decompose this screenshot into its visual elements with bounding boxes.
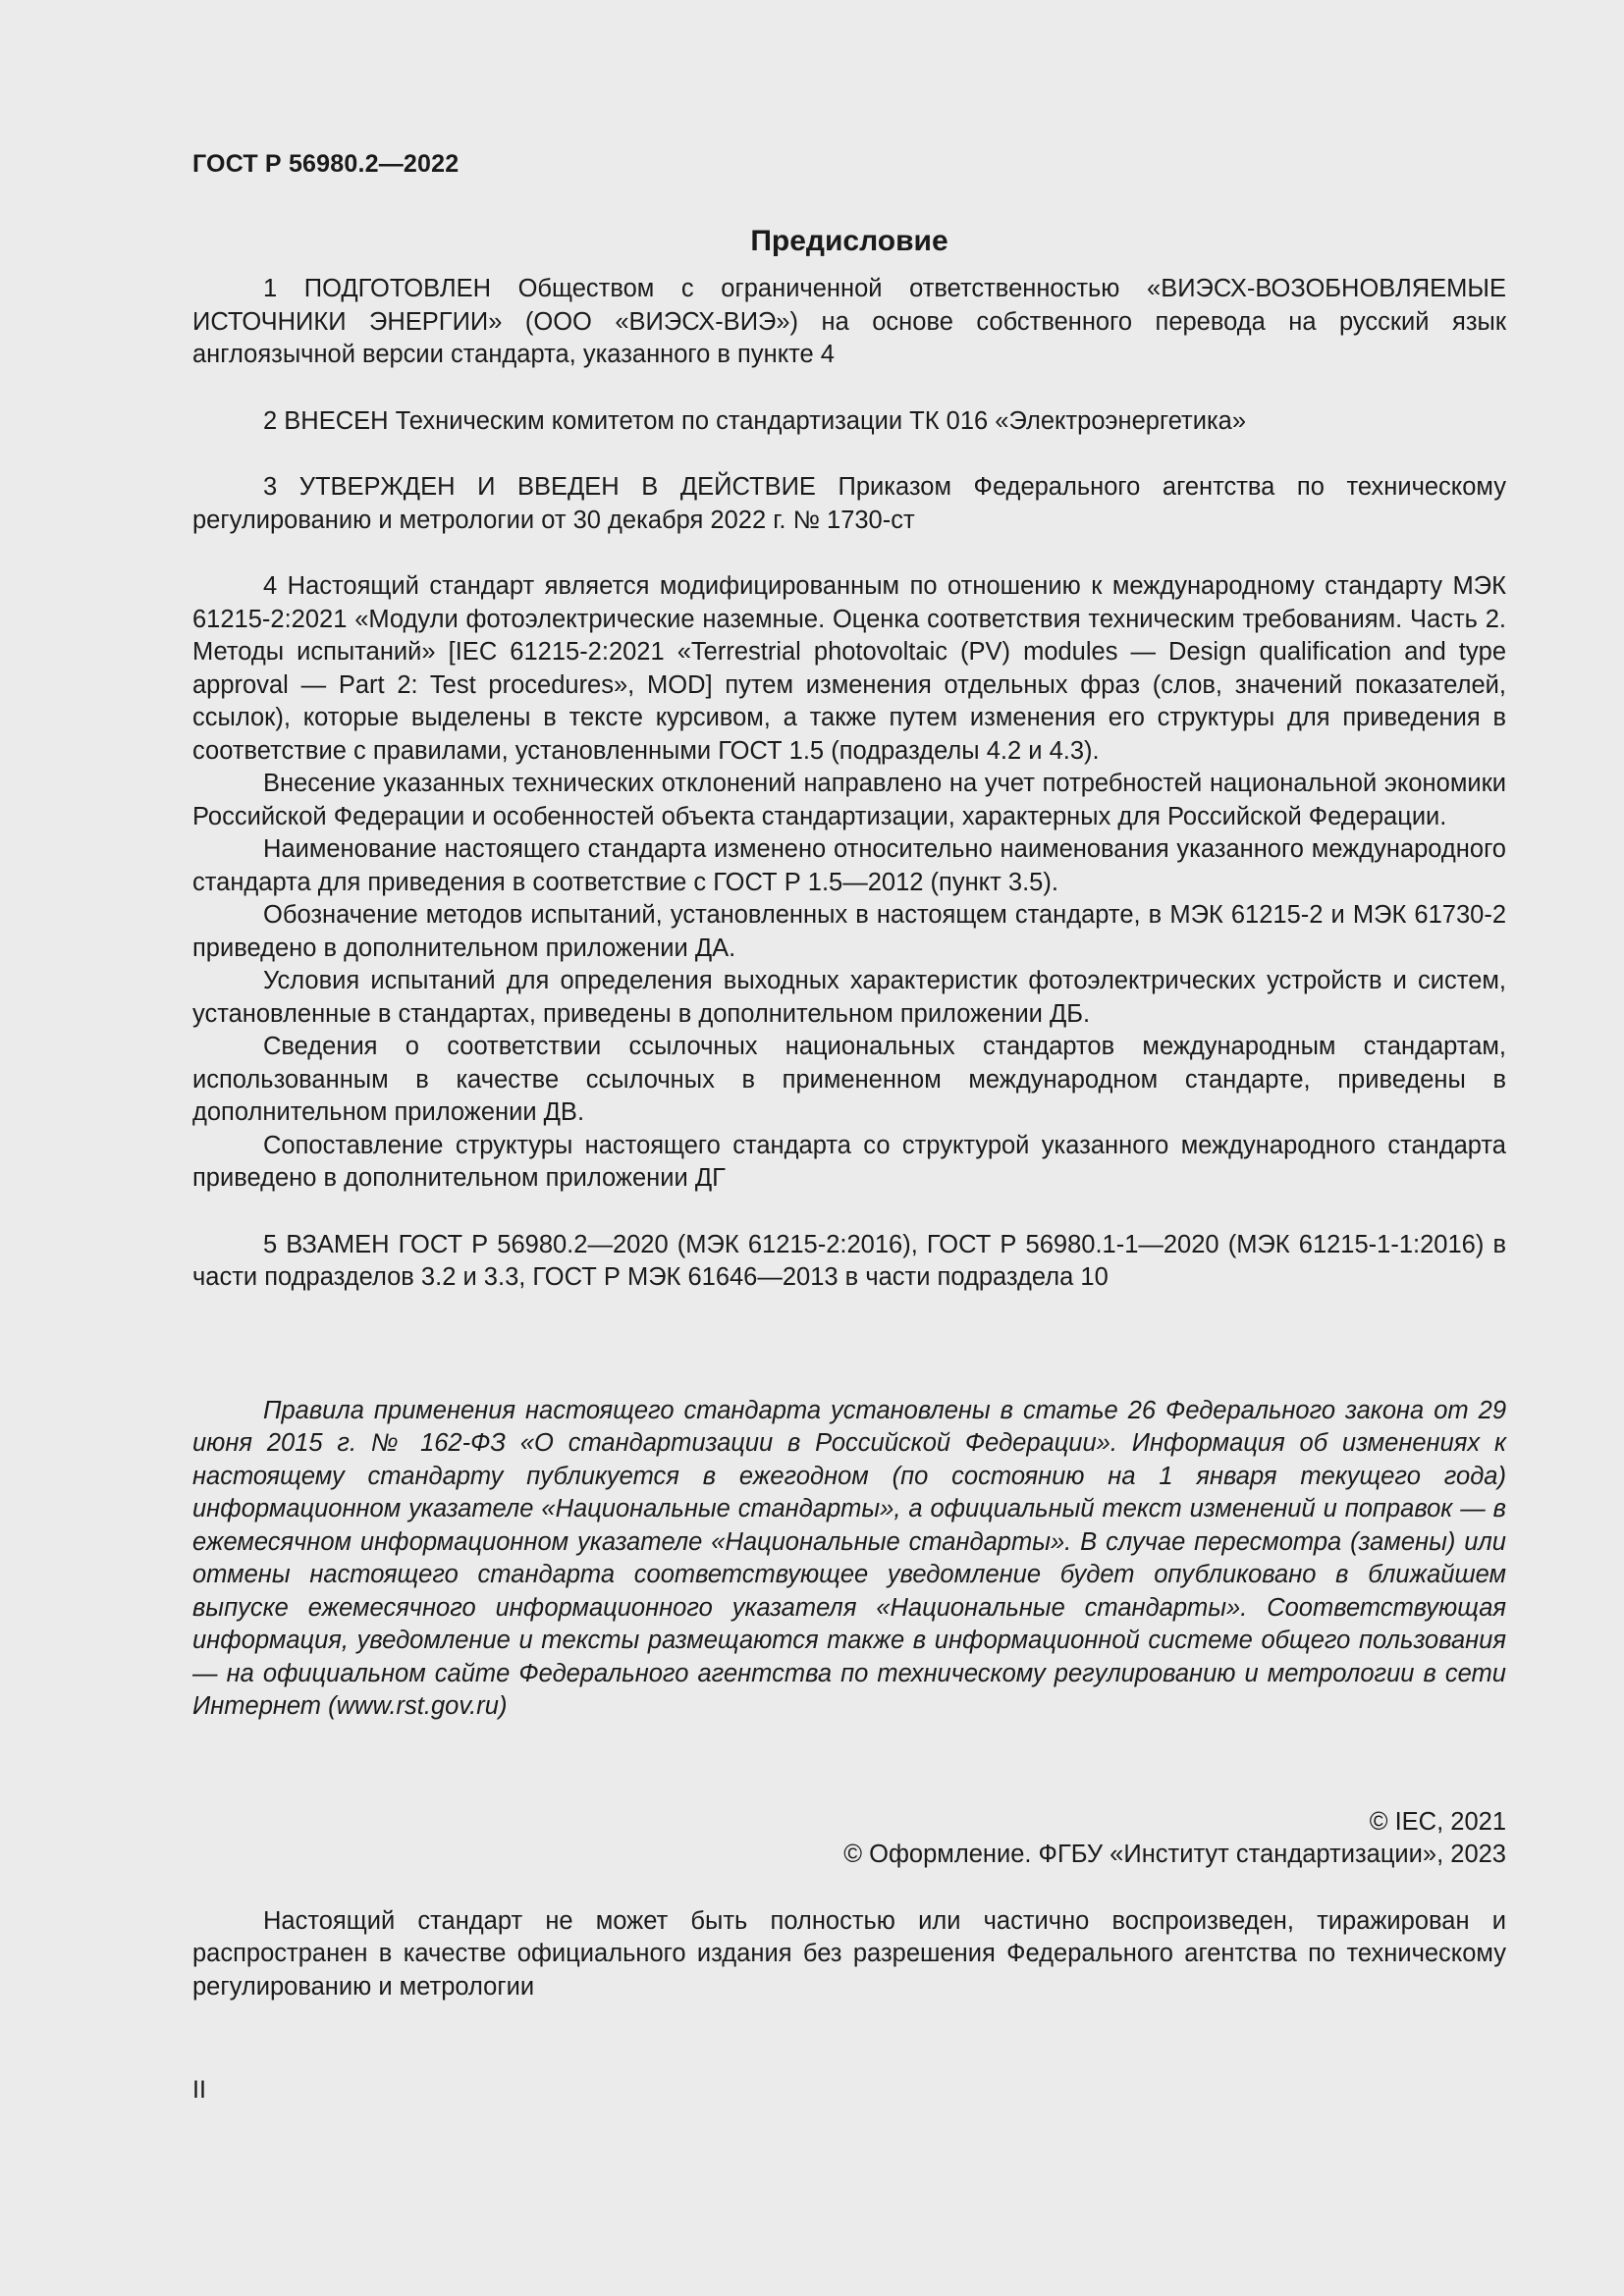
foreword-item-4-annex-db: Условия испытаний для определения выходных характеристик фотоэлектрических устройств и систем, установленные в стандартах, приведены в дополнительном приложении ДБ. bbox=[192, 967, 1506, 1028]
page-number: II bbox=[192, 2076, 206, 2104]
document-page bbox=[192, 147, 1506, 2003]
foreword-item-4-annex-dg: Сопоставление структуры настоящего стандарта со структурой указанного международного стандарта приведено в дополнительном приложении ДГ bbox=[192, 1131, 1506, 1192]
document-code: ГОСТ Р 56980.2—2022 bbox=[192, 150, 460, 178]
foreword-item-4-annex-da: Обозначение методов испытаний, установленных в настоящем стандарте, в МЭК 61215-2 и МЭК 61730-2 приведено в дополнительном приложении ДА. bbox=[192, 901, 1506, 962]
foreword-item-2: 2 ВНЕСЕН Техническим комитетом по стандартизации ТК 016 «Электроэнергетика» bbox=[263, 406, 1247, 435]
reproduction-notice: Настоящий стандарт не может быть полностью или частично воспроизведен, тиражирован и распространен в качестве официального издания без разрешения Федерального агентства по техническому регулированию и метрологии bbox=[192, 1906, 1506, 2001]
foreword-item-4-annex-dv: Сведения о соответствии ссылочных национальных стандартов международным стандартам, использованным в качестве ссылочных в примененном международном стандарте, приведены в дополнительном приложении ДВ. bbox=[192, 1033, 1506, 1126]
rules-notice: Правила применения настоящего стандарта установлены в статье 26 Федерального закона от 29 июня 2015 г. № 162-ФЗ «О стандартизации в Российской Федерации». Информация об изменениях к настоящему стандарту публикуется в ежегодном (по состоянию на 1 января текущего года) информационном указателе «Национальные стандарты», а официальный текст изменений и поправок — в ежемесячном информационном указателе «Национальные стандарты». В случае пересмотра (замены) или отмены настоящего стандарта соответствующее уведомление будет опубликовано в ближайшем выпуске ежемесячного информационного указателя «Национальные стандарты». Соответствующая информация, уведомление и тексты размещаются также в информационной системе общего пользования — на официальном сайте Федерального агентства по техническому регулированию и метрологии в сети Интернет (www.rst.gov.ru) bbox=[192, 1396, 1506, 1720]
foreword-item-5: 5 ВЗАМЕН ГОСТ Р 56980.2—2020 (МЭК 61215-2:2016), ГОСТ Р 56980.1-1—2020 (МЭК 61215-1-1:2016) в части подразделов 3.2 и 3.3, ГОСТ Р МЭК 61646—2013 в части подраздела 10 bbox=[192, 1230, 1506, 1291]
page-title: Предисловие bbox=[750, 225, 948, 257]
foreword-item-1: 1 ПОДГОТОВЛЕН Обществом с ограниченной ответственностью «ВИЭСХ-ВОЗОБНОВЛЯЕМЫЕ ИСТОЧНИКИ ЭНЕРГИИ» (ООО «ВИЭСХ-ВИЭ») на основе собственного перевода на русский язык англоязычной версии стандарта, указанного в пункте 4 bbox=[192, 275, 1506, 368]
copyright-iec: © IEC, 2021 bbox=[1369, 1807, 1506, 1836]
foreword-item-4-deviations: Внесение указанных технических отклонений направлено на учет потребностей национальной экономики Российской Федерации и особенностей объекта стандартизации, характерных для Российской Федерации. bbox=[192, 770, 1506, 830]
copyright-design: © Оформление. ФГБУ «Институт стандартизации», 2023 bbox=[843, 1841, 1506, 1868]
foreword-item-3: 3 УТВЕРЖДЕН И ВВЕДЕН В ДЕЙСТВИЕ Приказом Федерального агентства по техническому регулированию и метрологии от 30 декабря 2022 г. № 1730-ст bbox=[192, 473, 1506, 534]
copyright-block bbox=[192, 1806, 1506, 1872]
foreword-item-4: 4 Настоящий стандарт является модифицированным по отношению к международному стандарту МЭК 61215-2:2021 «Модули фотоэлектрические наземные. Оценка соответствия техническим требованиям. Часть 2. Методы испытаний» [IEC 61215-2:2021 «Terrestrial photovoltaic (PV) modules — Design qualification and type approval — Part 2: Test procedures», MOD] путем изменения отдельных фраз (слов, значений показателей, ссылок), которые выделены в тексте курсивом, а также путем изменения его структуры для приведения в соответствие с правилами, установленными ГОСТ 1.5 (подразделы 4.2 и 4.3). bbox=[192, 572, 1506, 765]
foreword-item-4-title-change: Наименование настоящего стандарта изменено относительно наименования указанного международного стандарта для приведения в соответствие с ГОСТ Р 1.5—2012 (пункт 3.5). bbox=[192, 835, 1506, 896]
